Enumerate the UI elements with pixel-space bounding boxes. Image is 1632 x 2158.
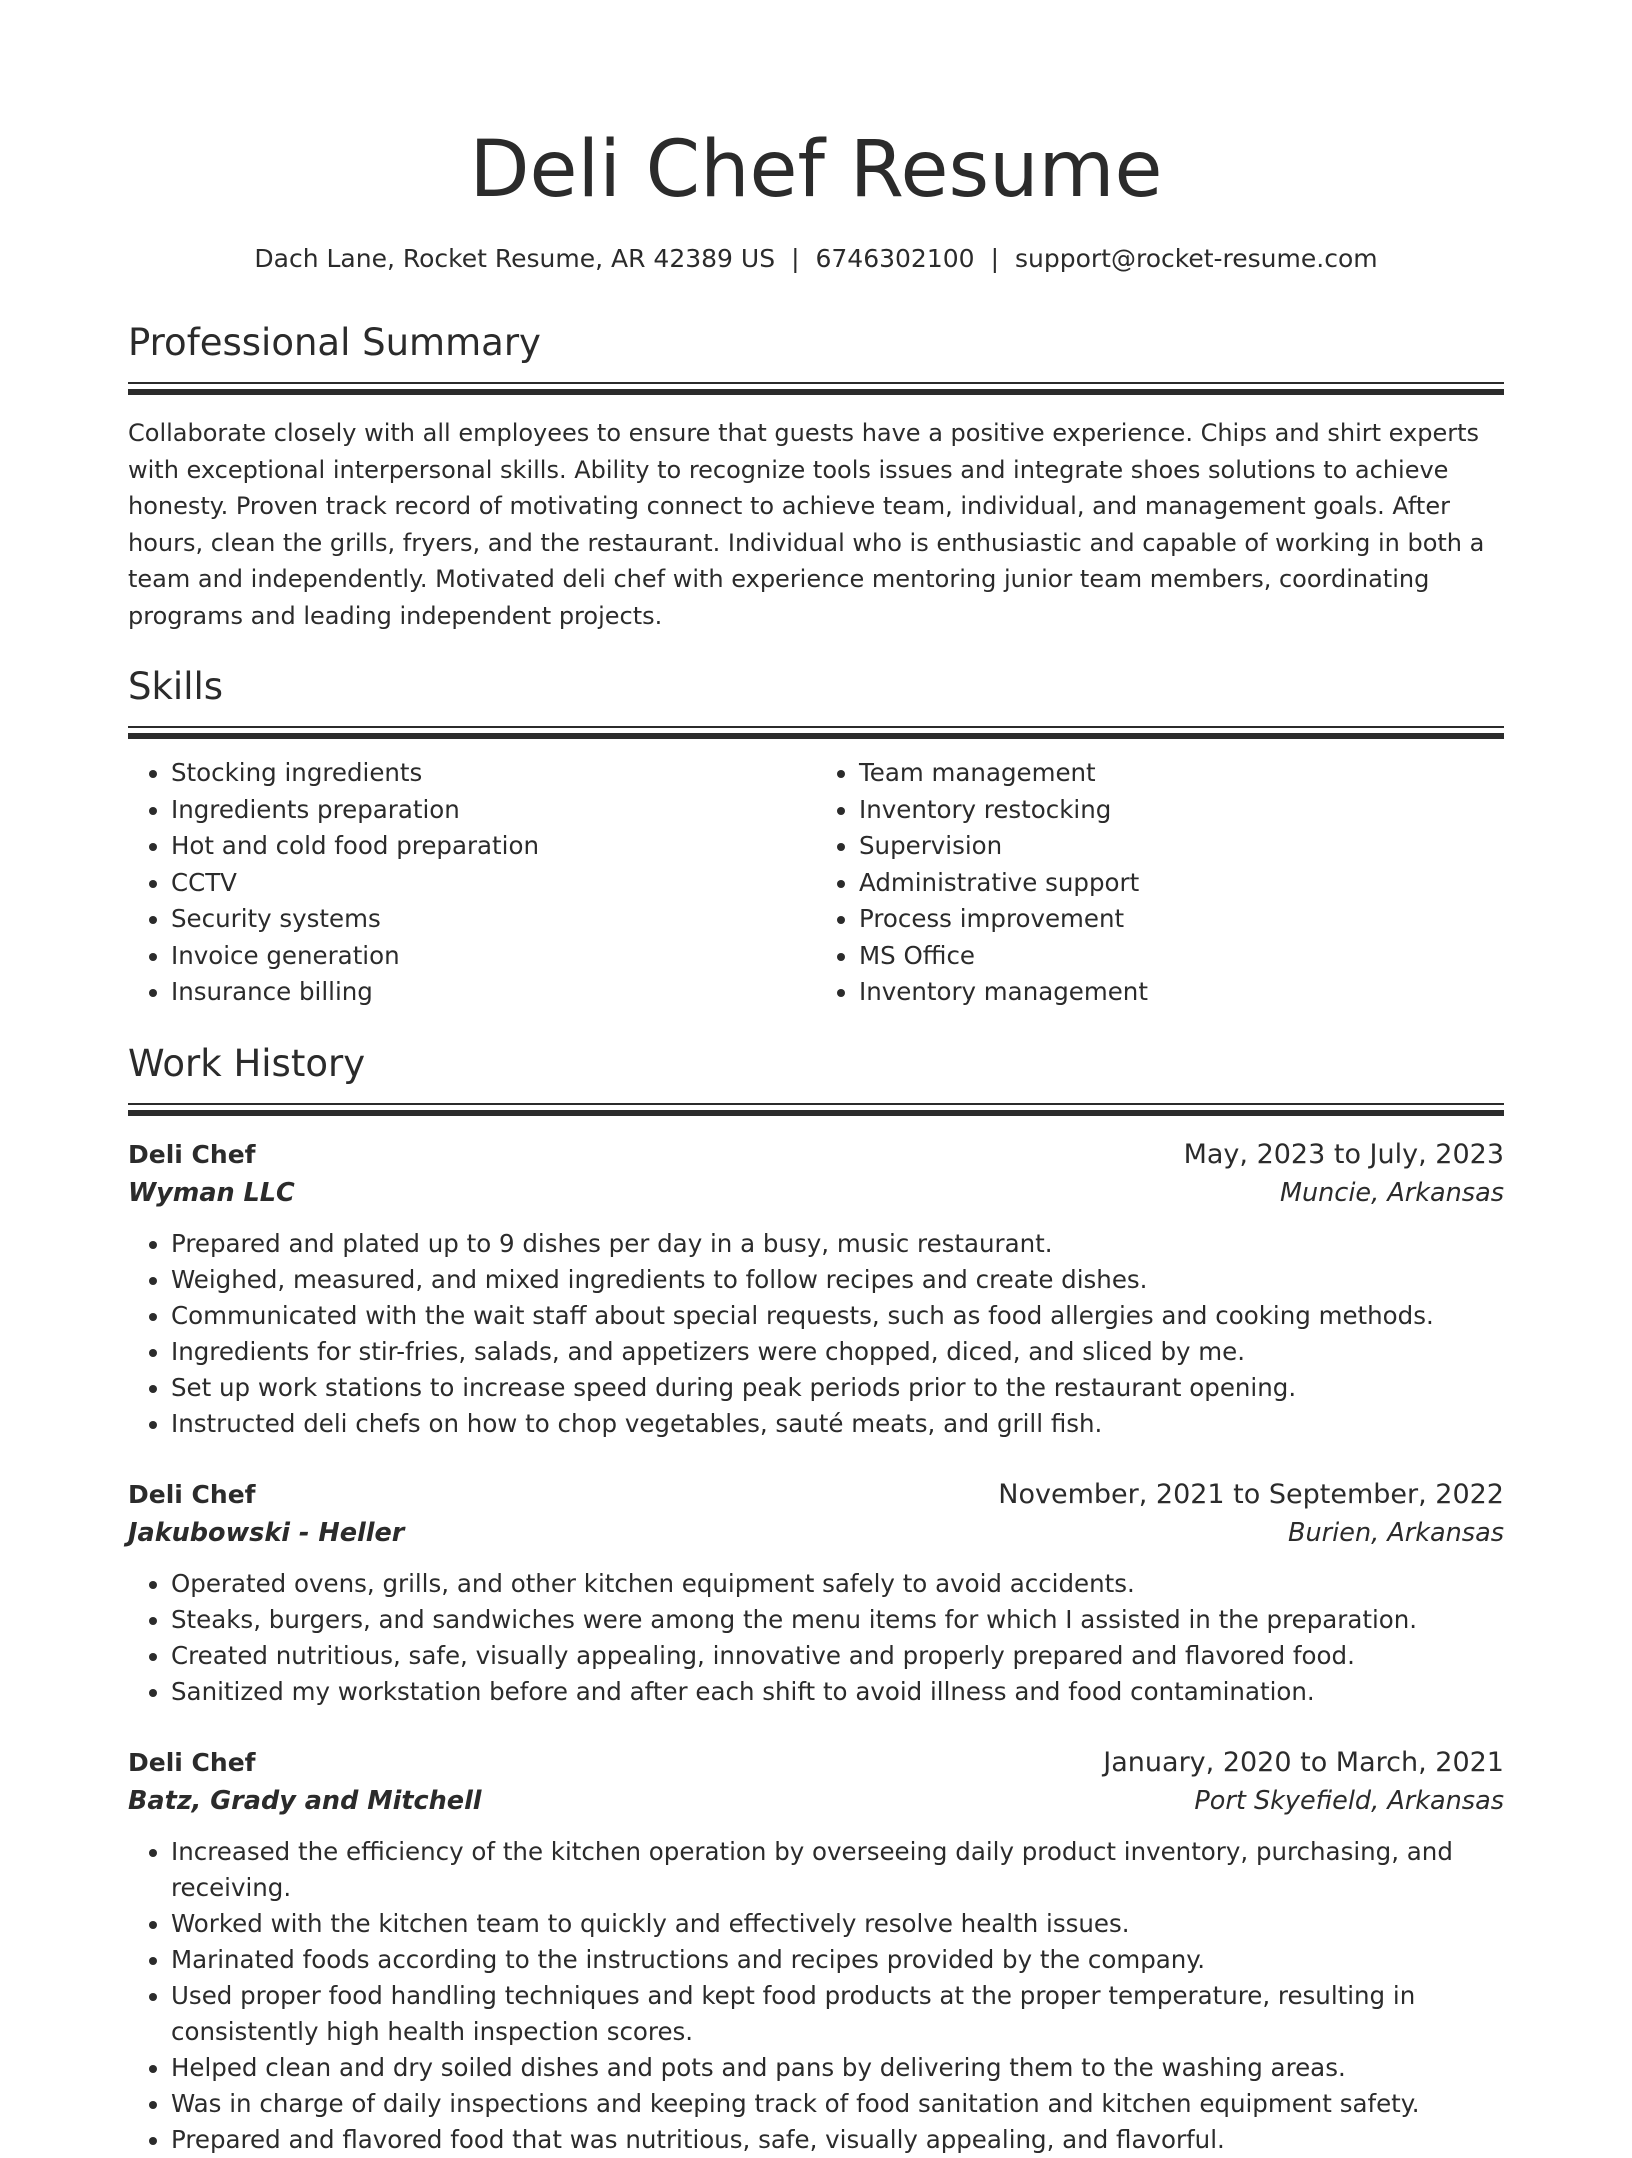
- job-dates: May, 2023 to July, 2023: [1183, 1138, 1504, 1170]
- job-bullet: • Communicated with the wait staff about special requests, such as food allergies and cooking methods.: [171, 1298, 1504, 1334]
- job-bullet: • Operated ovens, grills, and other kitchen equipment safely to avoid accidents.: [171, 1566, 1504, 1602]
- section-title-summary: Professional Summary: [128, 321, 541, 364]
- summary-text: Collaborate closely with all employees to ensure that guests have a positive experience. Chips and shirt experts with exceptional interpersonal skills. Ability to recognize tools issues and integrate shoes solutions to achieve honesty. Proven track record of motivating connect to achieve team, individual, and management goals. After hours, clean the grills, fryers, and the restaurant. Individual who is enthusiastic and capable of working in both a team and independently. Motivated deli chef with experience mentoring junior team members, coordinating programs and leading independent projects.: [128, 419, 1485, 630]
- job-company: Wyman LLC: [128, 1177, 295, 1208]
- job-location: Burien, Arkansas: [1288, 1517, 1504, 1548]
- skill-item: • Invoice generation: [171, 938, 816, 975]
- job-title: Deli Chef: [128, 1479, 256, 1509]
- skill-item: • MS Office: [859, 938, 1504, 975]
- job-bullet: • Weighed, measured, and mixed ingredients to follow recipes and create dishes.: [171, 1262, 1504, 1298]
- job-bullets: [128, 1226, 1504, 1442]
- skills-column-left: [128, 755, 816, 1011]
- contact-separator: |: [791, 244, 800, 273]
- job-bullet: • Set up work stations to increase speed during peak periods prior to the restaurant opening.: [171, 1370, 1504, 1406]
- job-bullet: • Marinated foods according to the instructions and recipes provided by the company.: [171, 1942, 1504, 1978]
- job-bullet: • Helped clean and dry soiled dishes and pots and pans by delivering them to the washing areas.: [171, 2050, 1504, 2086]
- job-bullets: [128, 1834, 1504, 2158]
- job-bullet: • Worked with the kitchen team to quickly and effectively resolve health issues.: [171, 1906, 1504, 1942]
- job-title: Deli Chef: [128, 1139, 256, 1169]
- skill-item: • Hot and cold food preparation: [171, 828, 816, 865]
- skill-item: • Inventory restocking: [859, 792, 1504, 829]
- skill-item: • Process improvement: [859, 901, 1504, 938]
- skill-item: • Supervision: [859, 828, 1504, 865]
- job-bullet: • Sanitized my workstation before and after each shift to avoid illness and food contamination.: [171, 1674, 1504, 1710]
- page-title: Deli Chef Resume: [469, 125, 1163, 215]
- job-bullet: • Prepared and plated up to 9 dishes per day in a busy, music restaurant.: [171, 1226, 1504, 1262]
- skill-item: • Ingredients preparation: [171, 792, 816, 829]
- job-bullet: • Was in charge of daily inspections and keeping track of food sanitation and kitchen equipment safety.: [171, 2086, 1504, 2122]
- section-title-work-history: Work History: [128, 1041, 366, 1085]
- job-location: Muncie, Arkansas: [1279, 1177, 1504, 1208]
- job-company: Batz, Grady and Mitchell: [128, 1785, 482, 1816]
- job-bullet: • Created nutritious, safe, visually appealing, innovative and properly prepared and flavored food.: [171, 1638, 1504, 1674]
- job-location: Port Skyefield, Arkansas: [1194, 1785, 1504, 1816]
- job-entry: [128, 1744, 1504, 2158]
- job-bullet: • Increased the efficiency of the kitchen operation by overseeing daily product inventory, purchasing, and receiving.: [171, 1834, 1504, 1906]
- job-bullets: [128, 1566, 1504, 1710]
- skills-list: [128, 755, 1504, 1011]
- job-bullet: • Ingredients for stir-fries, salads, and appetizers were chopped, diced, and sliced by me.: [171, 1334, 1504, 1370]
- skill-item: • CCTV: [171, 865, 816, 902]
- job-bullet: • Prepared and flavored food that was nutritious, safe, visually appealing, and flavorful.: [171, 2122, 1504, 2158]
- contact-line: [128, 242, 1504, 276]
- section-divider: [128, 382, 1504, 395]
- skill-item: • Team management: [859, 755, 1504, 792]
- job-entry: [128, 1476, 1504, 1710]
- section-title-skills: Skills: [128, 665, 224, 708]
- contact-email: support@rocket-resume.com: [1015, 244, 1378, 273]
- job-bullet: • Used proper food handling techniques and kept food products at the proper temperature, resulting in consistently high health inspection scores.: [171, 1978, 1504, 2050]
- skill-item: • Inventory management: [859, 974, 1504, 1011]
- contact-address: Dach Lane, Rocket Resume, AR 42389 US: [254, 244, 776, 273]
- job-company: Jakubowski - Heller: [128, 1517, 405, 1548]
- contact-separator: |: [990, 244, 999, 273]
- job-dates: January, 2020 to March, 2021: [1103, 1746, 1504, 1778]
- skill-item: • Administrative support: [859, 865, 1504, 902]
- section-divider: [128, 1103, 1504, 1116]
- work-history-list: [128, 1136, 1504, 2158]
- job-title: Deli Chef: [128, 1747, 256, 1777]
- skill-item: • Insurance billing: [171, 974, 816, 1011]
- job-entry: [128, 1136, 1504, 1442]
- job-bullet: • Instructed deli chefs on how to chop vegetables, sauté meats, and grill fish.: [171, 1406, 1504, 1442]
- job-dates: November, 2021 to September, 2022: [998, 1478, 1504, 1510]
- skill-item: • Stocking ingredients: [171, 755, 816, 792]
- skills-column-right: [816, 755, 1504, 1011]
- contact-phone: 6746302100: [815, 244, 975, 273]
- section-divider: [128, 726, 1504, 739]
- skill-item: • Security systems: [171, 901, 816, 938]
- job-bullet: • Steaks, burgers, and sandwiches were among the menu items for which I assisted in the preparation.: [171, 1602, 1504, 1638]
